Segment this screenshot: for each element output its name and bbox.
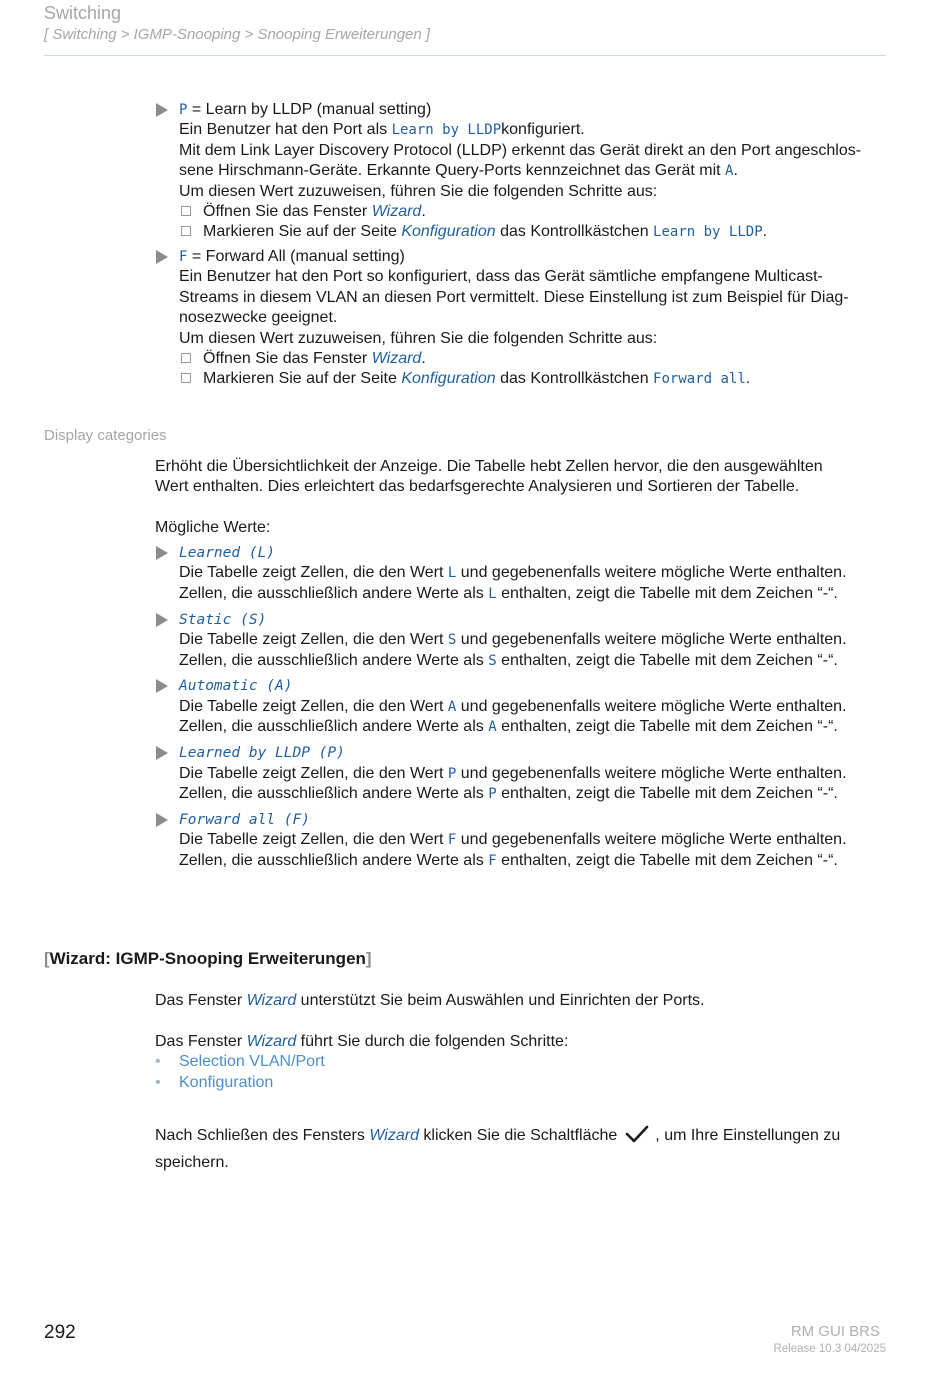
text: führt Sie durch die folgenden Schritte:: [296, 1032, 569, 1050]
text: Das Fenster: [155, 1032, 247, 1050]
text: .: [733, 162, 738, 180]
code-learn-by-lldp: Learn by LLDP: [391, 122, 502, 139]
text: Mit dem Link Layer Discovery Protocol (LLDP) erkennt das Gerät direkt an den Port angeschlos-: [179, 141, 862, 159]
link-text: Selection VLAN/Port: [179, 1053, 325, 1071]
ui-ref-wizard: Wizard: [371, 203, 422, 221]
text: Zellen, die ausschließlich andere Werte als: [179, 651, 489, 669]
text: Die Tabelle zeigt Zellen, die den Wert: [179, 564, 448, 582]
code-f: F: [179, 249, 188, 265]
text: Die Tabelle zeigt Zellen, die den Wert: [179, 697, 448, 715]
header-divider: [44, 55, 886, 56]
text: und gegebenenfalls weitere mögliche Werte enthalten.: [456, 764, 847, 782]
ui-ref-wizard: Wizard: [369, 1127, 419, 1144]
step: [179, 369, 899, 389]
text: enthalten, zeigt die Tabelle mit dem Zeichen “-“.: [496, 851, 838, 869]
text: und gegebenenfalls weitere mögliche Werte enthalten.: [456, 564, 847, 582]
text: das Kontrollkästchen: [495, 370, 654, 388]
possible-values-list: [179, 543, 899, 871]
text: enthalten, zeigt die Tabelle mit dem Zeichen “-“.: [496, 784, 838, 802]
section-forward-all: [179, 247, 899, 390]
bullet-dot-icon: •: [155, 1073, 161, 1091]
text: Das Fenster: [155, 992, 247, 1009]
text: und gegebenenfalls weitere mögliche Werte enthalten.: [456, 631, 847, 649]
step: [179, 202, 899, 222]
text: nosezwecke geeignet.: [179, 309, 338, 327]
link-konfiguration[interactable]: [155, 1073, 895, 1093]
breadcrumb: [ Switching > IGMP-Snooping > Snooping Erweiterungen ]: [44, 26, 431, 43]
value-name: Static (S): [179, 611, 267, 628]
value-name: Forward all (F): [179, 811, 310, 828]
text: enthalten, zeigt die Tabelle mit dem Zeichen “-“.: [496, 651, 838, 669]
header-title: Switching: [44, 3, 122, 23]
list-item: [179, 743, 899, 804]
wizard-description: [155, 991, 895, 1093]
text: Um diesen Wert zuzuweisen, führen Sie die folgenden Schritte aus:: [179, 182, 658, 200]
list-item: [179, 543, 899, 604]
text: Zellen, die ausschließlich andere Werte als: [179, 784, 489, 802]
ui-ref-wizard: Wizard: [246, 1032, 297, 1050]
item-heading: = Forward All (manual setting): [187, 248, 405, 265]
code-p: P: [179, 102, 188, 118]
text: Zellen, die ausschließlich andere Werte als: [179, 584, 489, 602]
value-code: S: [488, 652, 497, 669]
page-number: 292: [44, 1322, 76, 1343]
list-item: [179, 810, 899, 871]
text: .: [421, 203, 426, 221]
text: Wert enthalten. Dies erleichtert das bedarfsgerechte Analysieren und Sortieren der Tabelle.: [155, 478, 800, 496]
ui-ref-wizard: Wizard: [246, 992, 297, 1009]
text: Um diesen Wert zuzuweisen, führen Sie die folgenden Schritte aus:: [179, 329, 658, 347]
section-learn-by-lldp: [179, 100, 899, 243]
text: Die Tabelle zeigt Zellen, die den Wert: [179, 831, 448, 849]
text: unterstützt Sie beim Auswählen und Einrichten der Ports.: [296, 992, 705, 1009]
text: Zellen, die ausschließlich andere Werte als: [179, 851, 489, 869]
value-code: P: [447, 765, 457, 782]
text: Streams in diesem VLAN an diesen Port vermittelt. Diese Einstellung ist zum Beispiel für Diag-: [179, 288, 849, 306]
text: Mögliche Werte:: [155, 519, 271, 537]
release-info: Release 10.3 04/2025: [773, 1343, 886, 1355]
text: Zellen, die ausschließlich andere Werte als: [179, 718, 489, 736]
text: .: [421, 350, 426, 368]
list-item: [179, 676, 899, 737]
text: das Kontrollkästchen: [495, 223, 654, 241]
ui-ref-konfiguration: Konfiguration: [401, 223, 496, 241]
value-code: S: [447, 632, 457, 649]
text: Ein Benutzer hat den Port so konfiguriert, dass das Gerät sämtliche empfangene Multicast-: [179, 268, 823, 286]
text: konfiguriert.: [501, 121, 585, 139]
value-name: Automatic (A): [179, 678, 293, 695]
step-checkbox-icon: [181, 373, 191, 383]
step: [179, 222, 899, 242]
triangle-bullet-icon: [156, 546, 168, 560]
triangle-bullet-icon: [156, 813, 168, 827]
value-name: Learned (L): [179, 545, 276, 561]
value-name: Learned by LLDP (P): [179, 745, 345, 762]
step-checkbox-icon: [181, 353, 191, 363]
value-code: A: [447, 698, 457, 715]
value-code: A: [488, 719, 497, 736]
text: .: [762, 223, 768, 241]
text: Markieren Sie auf der Seite: [203, 223, 402, 241]
value-code: L: [488, 585, 497, 602]
code-a: A: [725, 163, 734, 180]
text: enthalten, zeigt die Tabelle mit dem Zeichen “-“.: [496, 718, 838, 736]
ui-ref-konfiguration: Konfiguration: [401, 370, 496, 388]
code-learn-by-lldp: Learn by LLDP: [653, 224, 763, 241]
step: [179, 349, 899, 369]
list-item: [179, 610, 899, 671]
text: und gegebenenfalls weitere mögliche Werte enthalten.: [456, 697, 847, 715]
text: klicken Sie die Schaltfläche: [418, 1127, 618, 1144]
triangle-bullet-icon: [156, 746, 168, 760]
step-checkbox-icon: [181, 226, 191, 236]
list-item-p: [179, 100, 899, 243]
display-categories-description: [155, 457, 895, 539]
text: .: [745, 370, 751, 388]
triangle-bullet-icon: [156, 679, 168, 693]
text: Nach Schließen des Fensters: [155, 1127, 370, 1144]
checkmark-icon: [625, 1124, 649, 1151]
code-forward-all: Forward all: [653, 371, 746, 388]
value-code: L: [447, 565, 457, 582]
document-name: RM GUI BRS: [790, 1323, 880, 1340]
link-text: Konfiguration: [179, 1073, 274, 1091]
link-selection-vlan-port[interactable]: [155, 1052, 895, 1072]
triangle-bullet-icon: [156, 613, 168, 627]
text: sene Hirschmann-Geräte. Erkannte Query-Ports kennzeichnet das Gerät mit: [179, 162, 726, 180]
value-code: F: [447, 832, 457, 849]
text: Die Tabelle zeigt Zellen, die den Wert: [179, 764, 448, 782]
value-code: F: [488, 852, 497, 869]
section-heading-wizard: [44, 949, 372, 969]
bracket: ]: [365, 949, 372, 968]
value-code: P: [488, 785, 497, 802]
item-heading: = Learn by LLDP (manual setting): [187, 101, 432, 118]
text: Erhöht die Übersichtlichkeit der Anzeige. Die Tabelle hebt Zellen hervor, die den ausgewählten: [155, 458, 823, 475]
list-item-f: [179, 247, 899, 390]
text: Die Tabelle zeigt Zellen, die den Wert: [179, 631, 448, 649]
text: speichern.: [155, 1154, 229, 1171]
bracket: [: [44, 949, 50, 968]
wizard-save-note: [155, 1124, 895, 1174]
step-checkbox-icon: [181, 206, 191, 216]
text: Öffnen Sie das Fenster: [203, 203, 372, 221]
ui-ref-wizard: Wizard: [371, 350, 422, 368]
text: Markieren Sie auf der Seite: [203, 370, 402, 388]
text: Öffnen Sie das Fenster: [203, 350, 372, 368]
text: enthalten, zeigt die Tabelle mit dem Zeichen “-“.: [496, 584, 838, 602]
text: , um Ihre Einstellungen zu: [655, 1127, 841, 1144]
text: und gegebenenfalls weitere mögliche Werte enthalten.: [456, 831, 847, 849]
bullet-dot-icon: •: [155, 1053, 161, 1071]
triangle-bullet-icon: [156, 250, 168, 264]
heading-text: Wizard: IGMP-Snooping Erweiterungen: [49, 949, 366, 968]
text: Ein Benutzer hat den Port als: [179, 121, 392, 139]
triangle-bullet-icon: [156, 103, 168, 117]
parameter-label: Display categories: [44, 427, 167, 444]
